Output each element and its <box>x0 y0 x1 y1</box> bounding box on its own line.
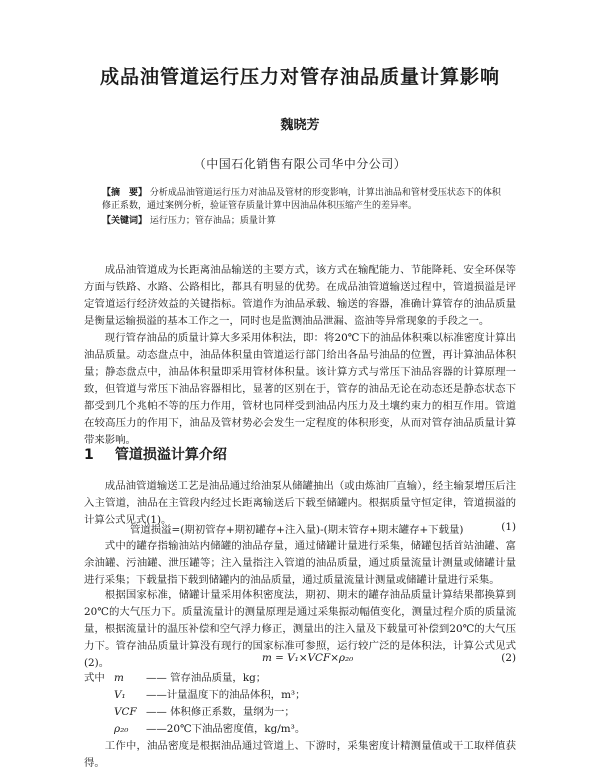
variable-definitions <box>84 670 516 738</box>
variable-row <box>84 687 516 704</box>
abstract-block <box>102 187 502 228</box>
section-title: 管道损溢计算介绍 <box>114 447 227 463</box>
abstract-text: 分析成品油管道运行压力对油品及管材的形变影响，计算出油品和管材受压状态下的体积修正系数，通过案例分析，验证管存质量计算中因油品体积压缩产生的差异率。 <box>102 188 501 211</box>
author-affiliation: （中国石化销售有限公司华中分公司） <box>193 157 407 171</box>
intro-paragraph-2: 现行管存油品的质量计算大多采用体积法，即：将20℃下的油品体积乘以标准密度计算出油品质量。动态盘点中，油品体积量由管道运行部门给出各品号油品的位置，再计算油品体积量；静态盘点中，油品体积量即采用管材体积量。该计算方式与常压下油品容器的计算原理一致，但管道与常压下油品容器相比，显著的区别在于，管存的油品无论在动态还是静态状态下都受到几个兆帕不等的压力作用，管材也同样受到油品内压力及土壤约束力的相互作用。管道在较高压力的作用下，油品及管材势必会发生一定程度的体积形变，从而对管存油品质量计算带来影响。 <box>84 332 516 446</box>
keywords <box>102 215 502 228</box>
variable-desc: —— 管存油品质量，kg； <box>146 672 267 684</box>
author-name: 魏晓芳 <box>280 118 320 133</box>
variable-desc: —— 体积修正系数，量纲为一； <box>146 706 295 718</box>
last-paragraph: 工作中，油品密度是根据油品通过管道上、下游时，采集密度计精测量值或干工取样值获得。 <box>84 740 516 769</box>
section-heading <box>84 444 516 464</box>
eq1-explanation: 式中的罐存指输油站内储罐的油品存量，通过储罐计量进行采集，储罐包括首站油罐、富余油罐、污油罐、泄压罐等；注入量指注入管道的油品质量，通过质量流量计测量或储罐计量进行采集；下载量指下载到储罐内的油品质量，通过质量流量计测量或储罐计量进行采集。 <box>84 540 516 586</box>
paper-title: 成品油管道运行压力对管存油品质量计算影响 <box>99 66 500 88</box>
intro-section <box>84 262 516 449</box>
variable-desc: ——计量温度下的油品体积，m³； <box>146 689 306 701</box>
abstract-label: 【摘 要】 <box>102 188 148 198</box>
equation-1-number: (1) <box>501 521 516 533</box>
variable-symbol: V₁ <box>114 689 126 701</box>
variable-row <box>84 721 516 738</box>
standard-paragraph: 根据国家标准，储罐计量采用体积密度法，期初、期末的罐存油品质量计算结果都换算到20℃的大气压力下。质量流量计的测量原理是通过采集振动幅值变化，测量过程介质的质量流量，根据流量计的温压补偿和空气浮力修正，测量出的注入量及下载量可补偿到20℃的大气压力下。管存油品质量计算没有现行的国家标准可参照，运行较广泛的是体积法，计算公式见式(2)。 <box>84 589 516 669</box>
section-number: 1 <box>84 447 94 463</box>
where-lead: 式中 <box>84 672 105 684</box>
eq1-explanation-block <box>84 538 516 589</box>
keywords-text: 运行压力；管存油品；质量计算 <box>149 216 276 226</box>
variable-desc: ——20℃下油品密度值，kg/m³。 <box>146 723 306 735</box>
section-paragraph: 成品油管道输送工艺是油品通过给油泵从储罐抽出（或由炼油厂直输），经主输泵增压后注入主管道，油品在主管段内经过长距离输送后下载至储罐内。根据质量守恒定律，管道损溢的计算公式见式(1)。 <box>84 480 516 526</box>
intro-paragraph-1: 成品油管道成为长距离油品输送的主要方式，该方式在输配能力、节能降耗、安全环保等方面与铁路、水路、公路相比，都具有明显的优势。在成品油管道输送过程中，管道损溢是评定管道运行经济效益的关键指标。管道作为油品承载、输送的容器，准确计算管存的油品质量是衡量运输损溢的基本工作之一，同时也是监测油品泄漏、盗油等异常现象的手段之一。 <box>84 264 516 327</box>
equation-2-number: (2) <box>501 652 516 664</box>
last-paragraph-block <box>84 738 516 772</box>
equation-2 <box>84 652 516 664</box>
variable-symbol: VCF <box>114 706 137 718</box>
equation-2-text: m = V₁×VCF×ρ₂₀ <box>262 652 354 664</box>
variable-symbol: m <box>114 672 124 684</box>
variable-row <box>84 704 516 721</box>
equation-1-text: 管道损溢=(期初管存+期初罐存+注入量)-(期末管存+期末罐存+下载量) <box>130 524 464 536</box>
variable-symbol: ρ₂₀ <box>114 723 129 735</box>
abstract <box>102 187 502 213</box>
equation-1 <box>84 521 516 536</box>
keywords-label: 【关键词】 <box>102 216 148 226</box>
variable-row <box>84 670 516 687</box>
